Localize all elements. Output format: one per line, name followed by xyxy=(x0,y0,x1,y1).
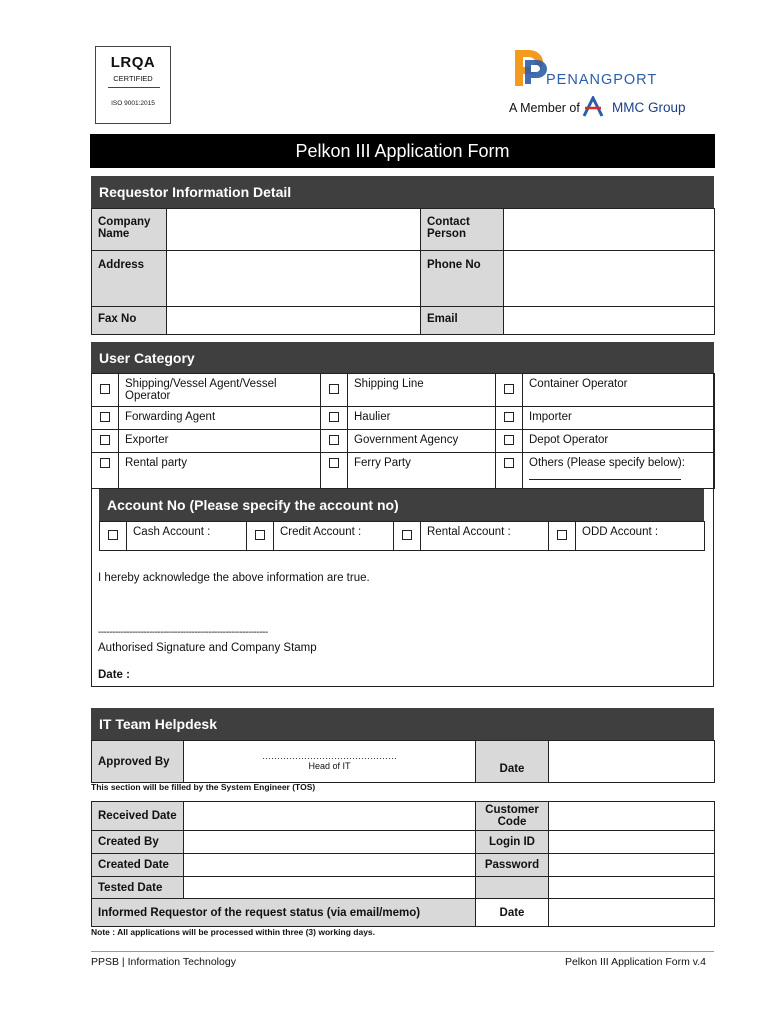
contact-person-field[interactable] xyxy=(504,209,715,251)
password-field[interactable] xyxy=(549,854,715,877)
category-checkbox[interactable] xyxy=(504,435,514,445)
lrqa-brand: LRQA xyxy=(110,54,156,71)
category-option: Shipping Line xyxy=(348,374,496,407)
others-cell xyxy=(523,453,715,489)
tested-date-blank xyxy=(476,877,549,899)
processing-note: Note : All applications will be processed within three (3) working days. xyxy=(91,927,376,937)
approval-date-label: Date xyxy=(476,741,549,783)
member-prefix: A Member of xyxy=(509,101,580,115)
lrqa-divider xyxy=(108,87,160,88)
category-option: Rental party xyxy=(119,453,321,489)
user-category-header xyxy=(91,342,714,373)
group-name-text: MMC Group xyxy=(612,100,686,115)
category-checkbox[interactable] xyxy=(504,384,514,394)
fax-label: Fax No xyxy=(92,307,167,335)
contact-person-label: Contact Person xyxy=(421,209,504,251)
address-label: Address xyxy=(92,251,167,307)
email-field[interactable] xyxy=(504,307,715,335)
fax-field[interactable] xyxy=(167,307,421,335)
customer-code-field[interactable] xyxy=(549,802,715,831)
category-option: Importer xyxy=(523,407,715,430)
account-checkbox[interactable] xyxy=(557,530,567,540)
login-id-field[interactable] xyxy=(549,831,715,854)
lrqa-certified: CERTIFIED xyxy=(113,74,153,83)
category-option: Depot Operator xyxy=(523,430,715,453)
customer-code-label: Customer Code xyxy=(476,802,549,831)
others-specify-line[interactable] xyxy=(529,469,681,480)
category-checkbox[interactable] xyxy=(100,384,110,394)
category-option: Exporter xyxy=(119,430,321,453)
email-label: Email xyxy=(421,307,504,335)
category-checkbox[interactable] xyxy=(329,435,339,445)
tested-date-field[interactable] xyxy=(184,877,476,899)
footer-right: Pelkon III Application Form v.4 xyxy=(564,956,706,968)
approval-date-field[interactable] xyxy=(549,741,715,783)
system-engineer-note: This section will be filled by the System Engineer (TOS) xyxy=(91,782,316,792)
approval-dots: ……………………………………… xyxy=(262,751,397,761)
category-checkbox[interactable] xyxy=(329,384,339,394)
head-of-it-label: Head of IT xyxy=(308,761,351,771)
company-logo xyxy=(508,48,698,122)
account-section-header xyxy=(99,489,704,521)
category-checkbox[interactable] xyxy=(504,458,514,468)
account-option: Cash Account : xyxy=(127,522,247,551)
received-date-label: Received Date xyxy=(92,802,184,831)
company-name: PENANGPORT xyxy=(546,72,658,88)
tested-date-extra-field[interactable] xyxy=(549,877,715,899)
informed-date-label: Date xyxy=(476,899,549,927)
login-id-label: Login ID xyxy=(476,831,549,854)
category-option: Forwarding Agent xyxy=(119,407,321,430)
category-checkbox[interactable] xyxy=(100,435,110,445)
received-date-field[interactable] xyxy=(184,802,476,831)
approved-by-label: Approved By xyxy=(92,741,184,783)
user-category-heading: User Category xyxy=(99,349,195,366)
created-date-label: Created Date xyxy=(92,854,184,877)
approved-by-field[interactable] xyxy=(184,741,476,783)
created-by-label: Created By xyxy=(92,831,184,854)
category-option: Ferry Party xyxy=(348,453,496,489)
penangport-emblem-icon xyxy=(513,48,547,88)
category-option: Government Agency xyxy=(348,430,496,453)
footer-left: PPSB | Information Technology xyxy=(91,956,236,968)
password-label: Password xyxy=(476,854,549,877)
informed-date-field[interactable] xyxy=(549,899,715,927)
account-checkbox[interactable] xyxy=(402,530,412,540)
date-label: Date : xyxy=(98,669,130,681)
category-checkbox[interactable] xyxy=(329,458,339,468)
requestor-table xyxy=(91,208,715,335)
certification-logo xyxy=(95,46,171,124)
company-name-field[interactable] xyxy=(167,209,421,251)
category-checkbox[interactable] xyxy=(504,412,514,422)
informed-requestor-label: Informed Requestor of the request status (via email/memo) xyxy=(92,899,476,927)
category-option: Container Operator xyxy=(523,374,715,407)
signature-label: Authorised Signature and Company Stamp xyxy=(98,642,317,654)
category-option: Others (Please specify below): xyxy=(529,457,685,469)
account-checkbox[interactable] xyxy=(108,530,118,540)
tested-date-label: Tested Date xyxy=(92,877,184,899)
account-option: Rental Account : xyxy=(421,522,549,551)
helpdesk-heading: IT Team Helpdesk xyxy=(99,716,218,732)
address-field[interactable] xyxy=(167,251,421,307)
approval-table xyxy=(91,740,715,783)
account-checkbox[interactable] xyxy=(255,530,265,540)
phone-label: Phone No xyxy=(421,251,504,307)
mmc-emblem-icon xyxy=(582,96,604,118)
group-name xyxy=(612,100,686,115)
category-checkbox[interactable] xyxy=(100,412,110,422)
page-title: Pelkon III Application Form xyxy=(295,140,510,161)
requestor-section-header xyxy=(91,176,714,208)
account-heading: Account No (Please specify the account no) xyxy=(107,497,399,513)
account-option: Credit Account : xyxy=(274,522,394,551)
phone-field[interactable] xyxy=(504,251,715,307)
account-table xyxy=(99,521,705,551)
lrqa-iso: ISO 9001:2015 xyxy=(111,100,155,107)
category-option: Shipping/Vessel Agent/Vessel Operator xyxy=(119,374,321,407)
company-name-label: Company Name xyxy=(92,209,167,251)
helpdesk-section-header xyxy=(91,708,714,740)
signature-line[interactable]: ------------------------------------------------------------ xyxy=(98,627,268,638)
system-engineer-table xyxy=(91,801,715,927)
user-category-table xyxy=(91,373,715,489)
category-option: Haulier xyxy=(348,407,496,430)
requestor-heading: Requestor Information Detail xyxy=(99,184,292,200)
acknowledge-text: I hereby acknowledge the above information are true. xyxy=(98,572,370,584)
category-checkbox[interactable] xyxy=(100,458,110,468)
form-title-bar xyxy=(90,134,715,168)
created-date-field[interactable] xyxy=(184,854,476,877)
account-option: ODD Account : xyxy=(576,522,705,551)
created-by-field[interactable] xyxy=(184,831,476,854)
category-checkbox[interactable] xyxy=(329,412,339,422)
footer-divider xyxy=(91,951,714,952)
